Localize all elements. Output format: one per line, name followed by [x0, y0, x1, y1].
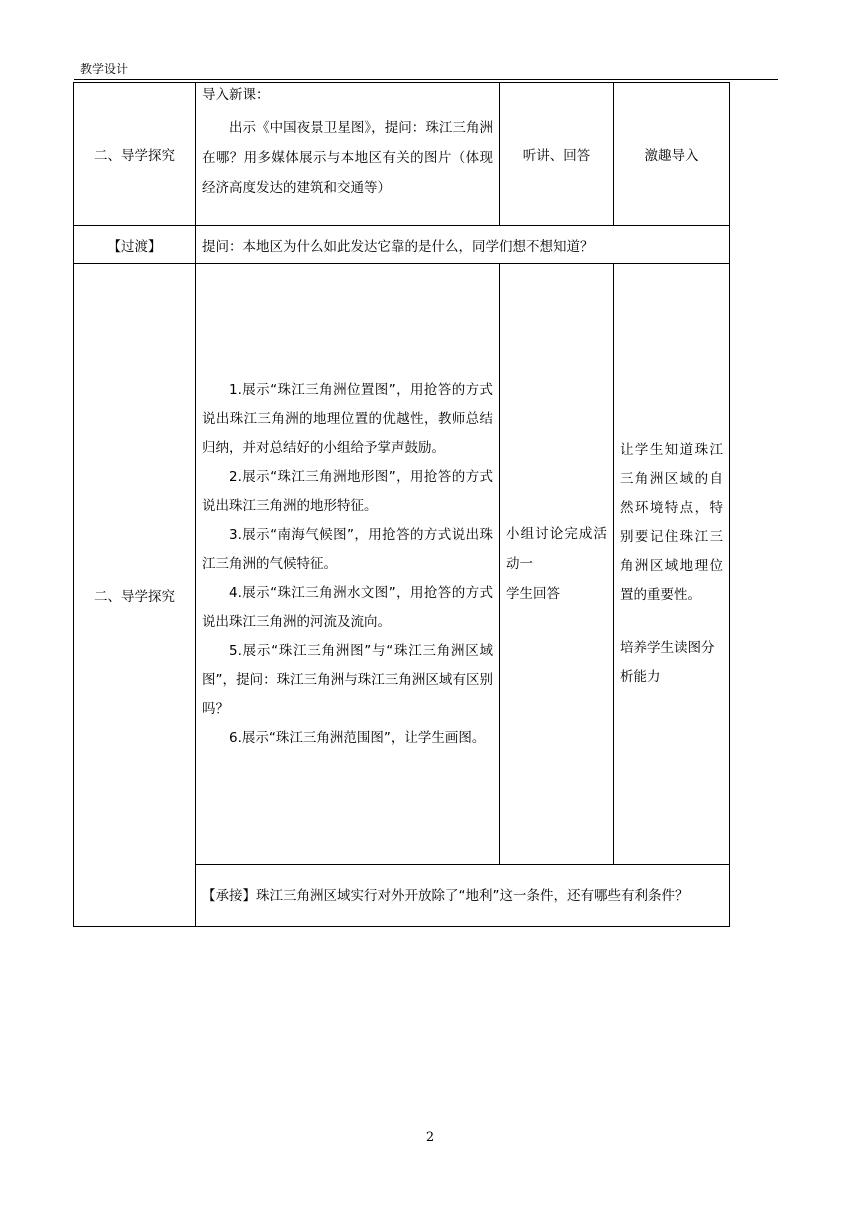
content-cell — [196, 264, 500, 865]
lesson-plan-table — [73, 82, 730, 927]
stage-cell: 二、导学探究 — [74, 264, 196, 927]
design-intent-text: 培养学生读图分析能力 — [620, 640, 715, 685]
list-item: 6.展示“珠江三角洲范围图”，让学生画图。 — [229, 729, 486, 746]
student-activity-text: 学生回答 — [506, 586, 560, 602]
content-title: 导入新课： — [202, 87, 270, 103]
student-activity-cell: 听讲、回答 — [500, 83, 614, 226]
header-divider — [74, 79, 778, 80]
stage-cell: 二、导学探究 — [74, 83, 196, 226]
transition-text: 提问：本地区为什么如此发达它靠的是什么，同学们想不想知道？ — [196, 226, 730, 264]
design-intent-cell: 激趣导入 — [614, 83, 730, 226]
list-item: 3.展示“南海气候图”，用抢答的方式说出珠江三角洲的气候特征。 — [202, 526, 493, 572]
design-intent-text: 让学生知道珠江三角洲区域的自然环境特点，特别要记住珠江三角洲区域地理位置的重要性。 — [620, 442, 723, 603]
table-row-transition — [74, 226, 730, 264]
student-activity-text: 小组讨论完成活动一 — [506, 526, 607, 572]
page-number: 2 — [425, 1130, 435, 1145]
content-cell — [196, 83, 500, 226]
list-item: 4.展示“珠江三角洲水文图”，用抢答的方式说出珠江三角洲的河流及流向。 — [202, 584, 493, 630]
table-row-intro — [74, 83, 730, 226]
connect-text: 【承接】珠江三角洲区域实行对外开放除了“地利”这一条件，还有哪些有利条件？ — [196, 865, 730, 927]
table-row-explore — [74, 264, 730, 865]
list-item: 1.展示“珠江三角洲位置图”，用抢答的方式说出珠江三角洲的地理位置的优越性，教师总结归纳，并对总结好的小组给予掌声鼓励。 — [202, 381, 493, 456]
document-header: 教学设计 — [80, 62, 129, 76]
list-item: 5.展示“珠江三角洲图”与“珠江三角洲区域图”，提问：珠江三角洲与珠江三角洲区域有区别吗？ — [202, 642, 493, 717]
content-body: 出示《中国夜景卫星图》，提问：珠江三角洲在哪？用多媒体展示与本地区有关的图片（体现经济高度发达的建筑和交通等） — [202, 120, 493, 196]
student-activity-cell — [500, 264, 614, 865]
design-intent-cell — [614, 264, 730, 865]
list-item: 2.展示“珠江三角洲地形图”，用抢答的方式说出珠江三角洲的地形特征。 — [202, 468, 493, 514]
transition-label: 【过渡】 — [74, 226, 196, 264]
